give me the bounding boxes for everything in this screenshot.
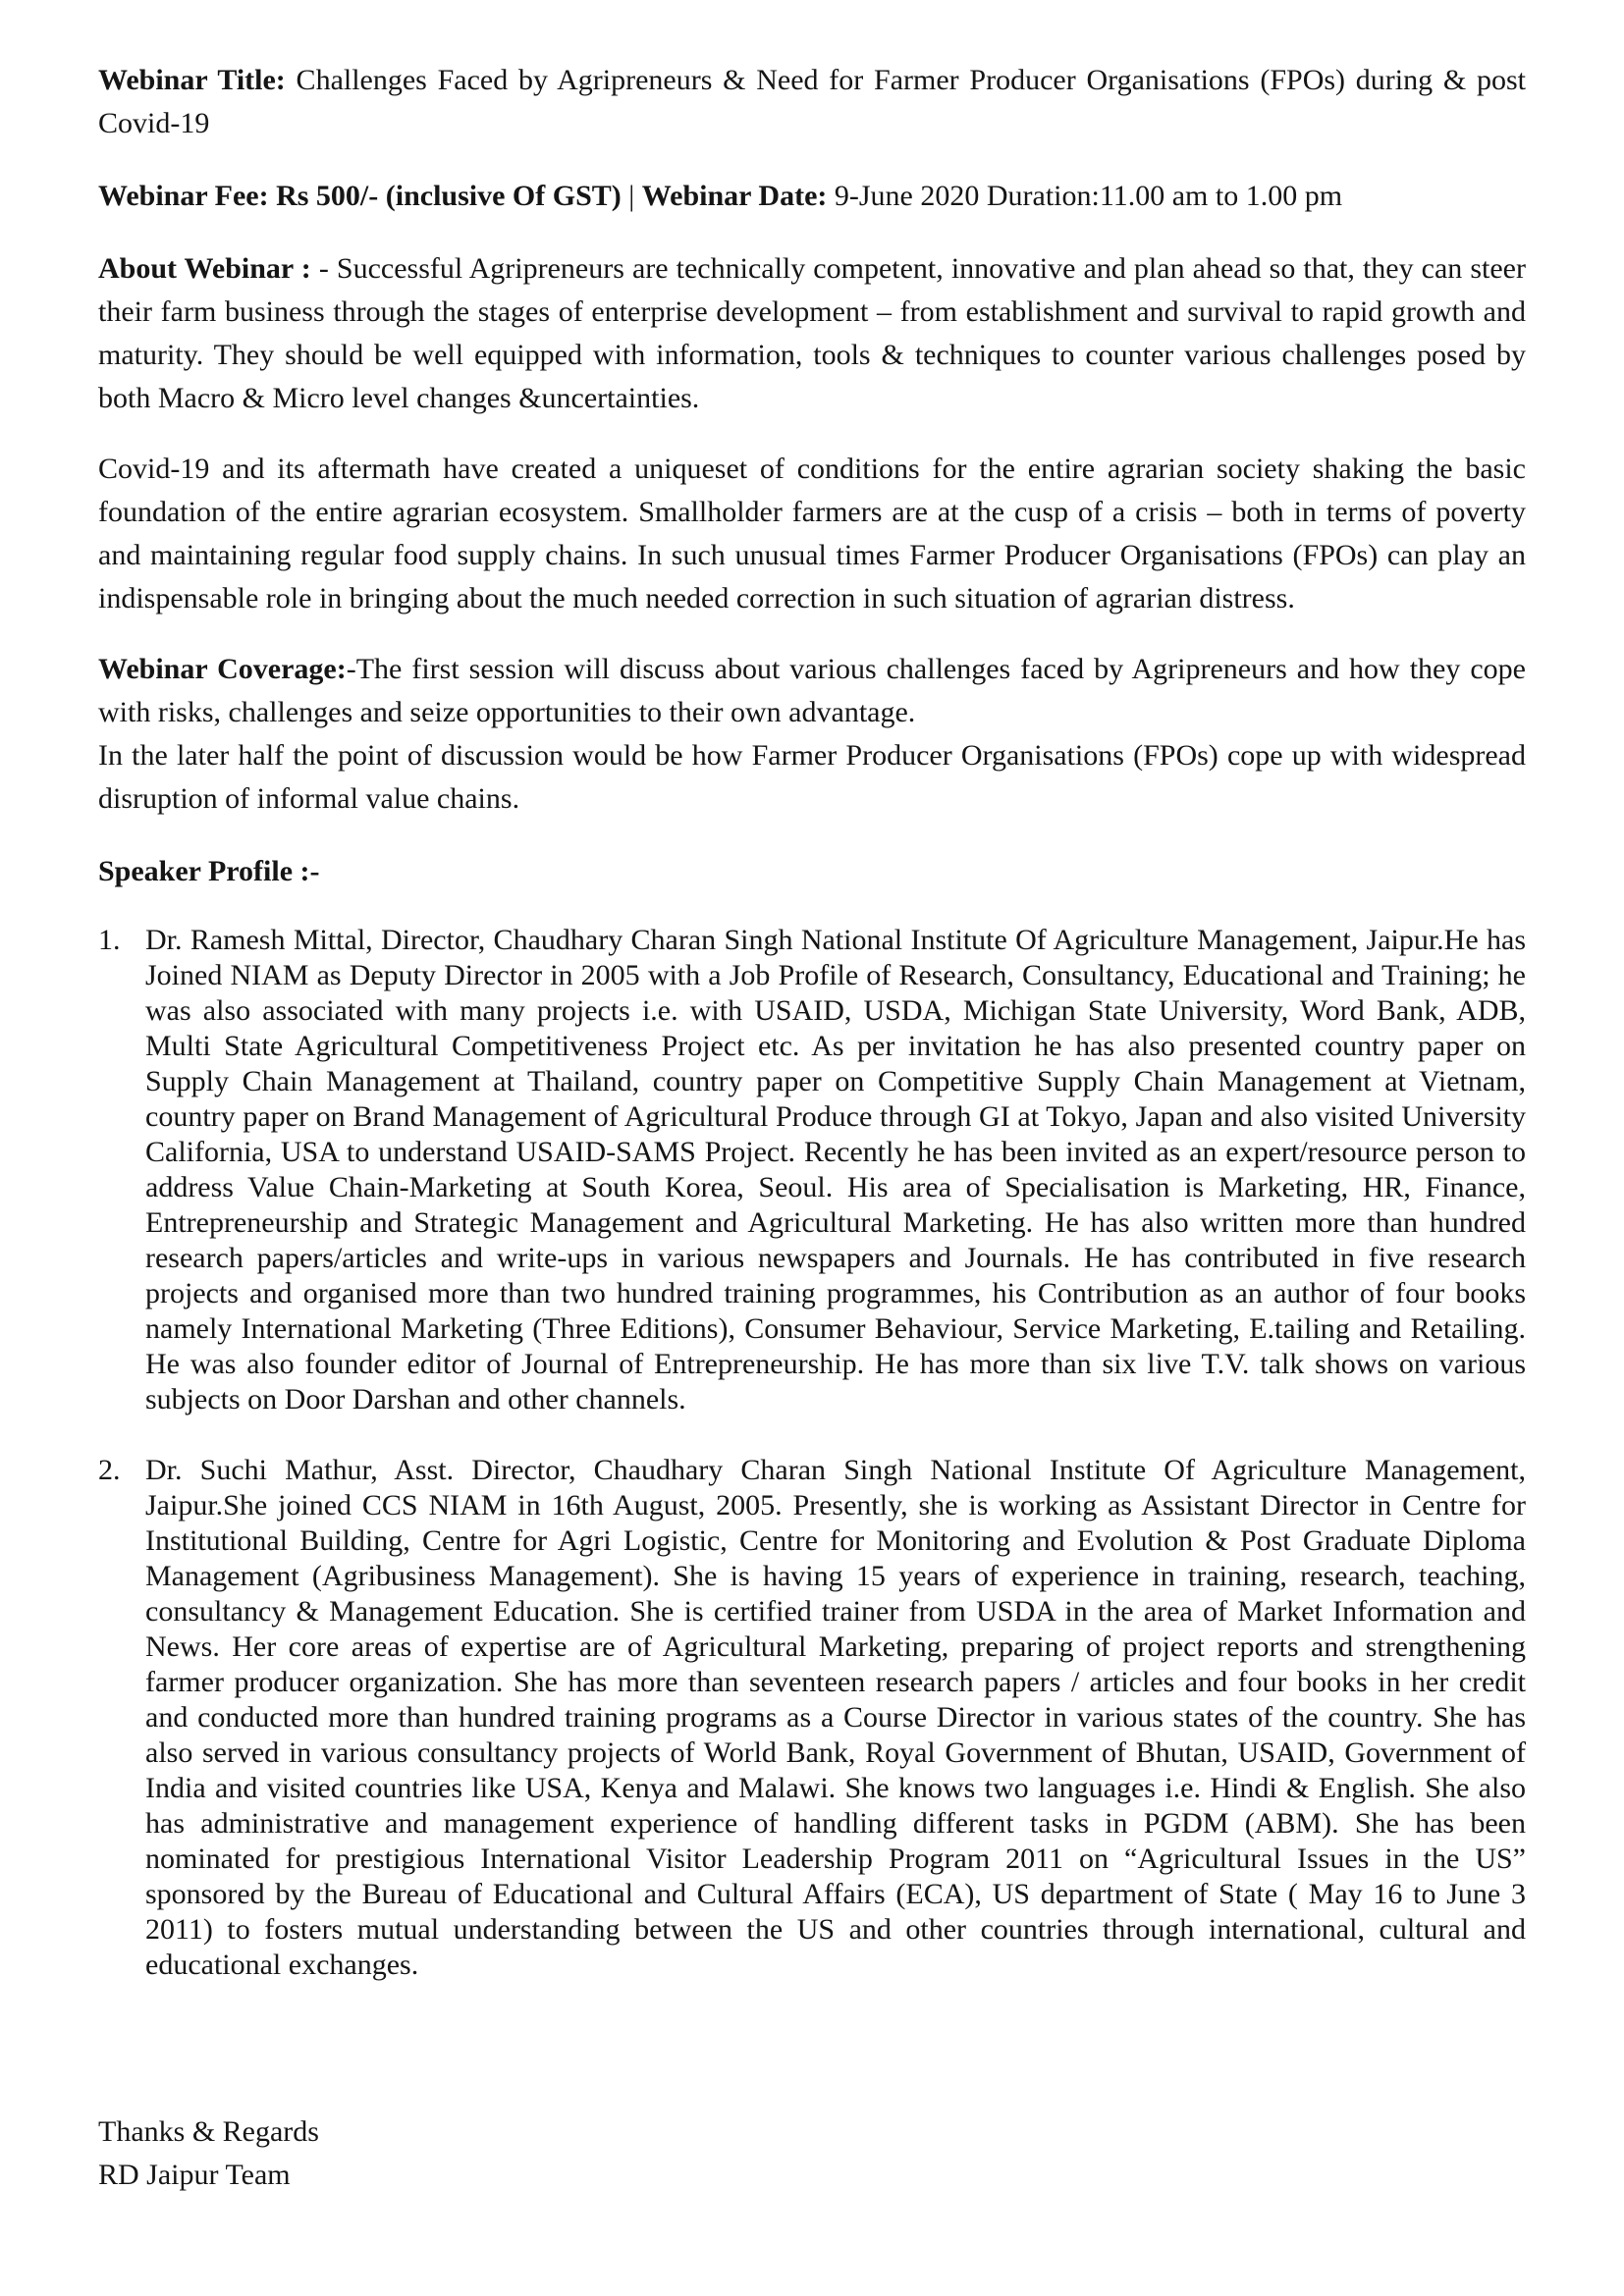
speaker-item-2-text: Dr. Suchi Mathur, Asst. Director, Chaudhary Charan Singh National Institute Of Agriculture Management, Jaipur.She joined CCS NIAM in 16th August, 2005. Presently, she is working as Assistant Director in Centre for Institutional Building, Centre for Agri Logistic, Centre for Monitoring and Evolution & Post Graduate Diploma Management (Agribusiness Management). She is having 15 years of experience in training, research, teaching, consultancy & Management Education. She is certified trainer from USDA in the area of Market Information and News. Her core areas of expertise are of Agricultural Marketing, preparing of project reports and strengthening farmer producer organization. She has more than seventeen research papers / articles and four books in her credit and conducted more than hundred training programs as a Course Director in various states of the country. She has also served in various consultancy projects of World Bank, Royal Government of Bhutan, USAID, Government of India and visited countries like USA, Kenya and Malawi. She knows two languages i.e. Hindi & English. She also has administrative and management experience of handling different tasks in PGDM (ABM). She has been nominated for prestigious International Visitor Leadership Program 2011 on “Agricultural Issues in the US” sponsored by the Bureau of Educational and Cultural Affairs (ECA), US department of State ( May 16 to June 3 2011) to fosters mutual understanding between the US and other countries through international, cultural and educational exchanges. [145,1454,1526,1981]
webinar-date-text: 9-June 2020 Duration:11.00 am to 1.00 pm [827,180,1343,212]
webinar-title-paragraph [98,59,1526,145]
speaker-profile-heading: Speaker Profile :- [98,855,320,887]
speaker-item-1-number: 1. [98,924,121,956]
webinar-coverage-paragraph [98,648,1526,821]
fee-date-separator: | [621,180,642,212]
speaker-item-2 [98,1453,1526,1983]
webinar-coverage-text-1: -The first session will discuss about various challenges faced by Agripreneurs and how they cope with risks, challenges and seize opportunities to their own advantage. [98,653,1526,728]
speaker-item-2-number: 2. [98,1454,121,1486]
webinar-title-text: Challenges Faced by Agripreneurs & Need for Farmer Producer Organisations (FPOs) during & post Covid-19 [98,64,1526,139]
about-webinar-text: - Successful Agripreneurs are technically competent, innovative and plan ahead so that, they can steer their farm business through the stages of enterprise development – from establishment and survival to rapid growth and maturity. They should be well equipped with information, tools & techniques to counter various challenges posed by both Macro & Micro level changes &uncertainties. [98,252,1526,414]
about-webinar-label: About Webinar : [98,252,319,285]
speaker-item-1-text: Dr. Ramesh Mittal, Director, Chaudhary Charan Singh National Institute Of Agriculture Management, Jaipur.He has Joined NIAM as Deputy Director in 2005 with a Job Profile of Research, Consultancy, Educational and Training; he was also associated with many projects i.e. with USAID, USDA, Michigan State University, Word Bank, ADB, Multi State Agricultural Competitiveness Project etc. As per invitation he has also presented country paper on Supply Chain Management at Thailand, country paper on Competitive Supply Chain Management at Vietnam, country paper on Brand Management of Agricultural Produce through GI at Tokyo, Japan and also visited University California, USA to understand USAID-SAMS Project. Recently he has been invited as an expert/resource person to address Value Chain-Marketing at South Korea, Seoul. His area of Specialisation is Marketing, HR, Finance, Entrepreneurship and Strategic Management and Agricultural Marketing. He has also written more than hundred research papers/articles and write-ups in various newspapers and Journals. He has contributed in five research projects and organised more than two hundred training programmes, his Contribution as an author of four books namely International Marketing (Three Editions), Consumer Behaviour, Service Marketing, E.tailing and Retailing. He was also founder editor of Journal of Entrepreneurship. He has more than six live T.V. talk shows on various subjects on Door Darshan and other channels. [145,924,1526,1415]
webinar-coverage-label: Webinar Coverage: [98,653,347,685]
webinar-coverage-text-2: In the later half the point of discussion would be how Farmer Producer Organisations (FPOs) cope up with widespread disruption of informal value chains. [98,739,1526,815]
closing-thanks-line: Thanks & Regards [98,2115,319,2148]
closing-signature [98,2110,1526,2197]
webinar-title-label: Webinar Title: [98,64,286,96]
speaker-item-1 [98,923,1526,1417]
closing-team-line: RD Jaipur Team [98,2159,291,2191]
about-webinar-paragraph [98,247,1526,420]
covid-context-paragraph: Covid-19 and its aftermath have created a uniqueset of conditions for the entire agrarian society shaking the basic foundation of the entire agrarian ecosystem. Smallholder farmers are at the cusp of a crisis – both in terms of poverty and maintaining regular food supply chains. In such unusual times Farmer Producer Organisations (FPOs) can play an indispensable role in bringing about the much needed correction in such situation of agrarian distress. [98,453,1526,614]
speaker-list [98,923,1526,1983]
webinar-fee-label: Webinar Fee: Rs 500/- (inclusive Of GST) [98,180,622,212]
webinar-date-label: Webinar Date: [641,180,828,212]
webinar-fee-date-line [98,175,1526,218]
